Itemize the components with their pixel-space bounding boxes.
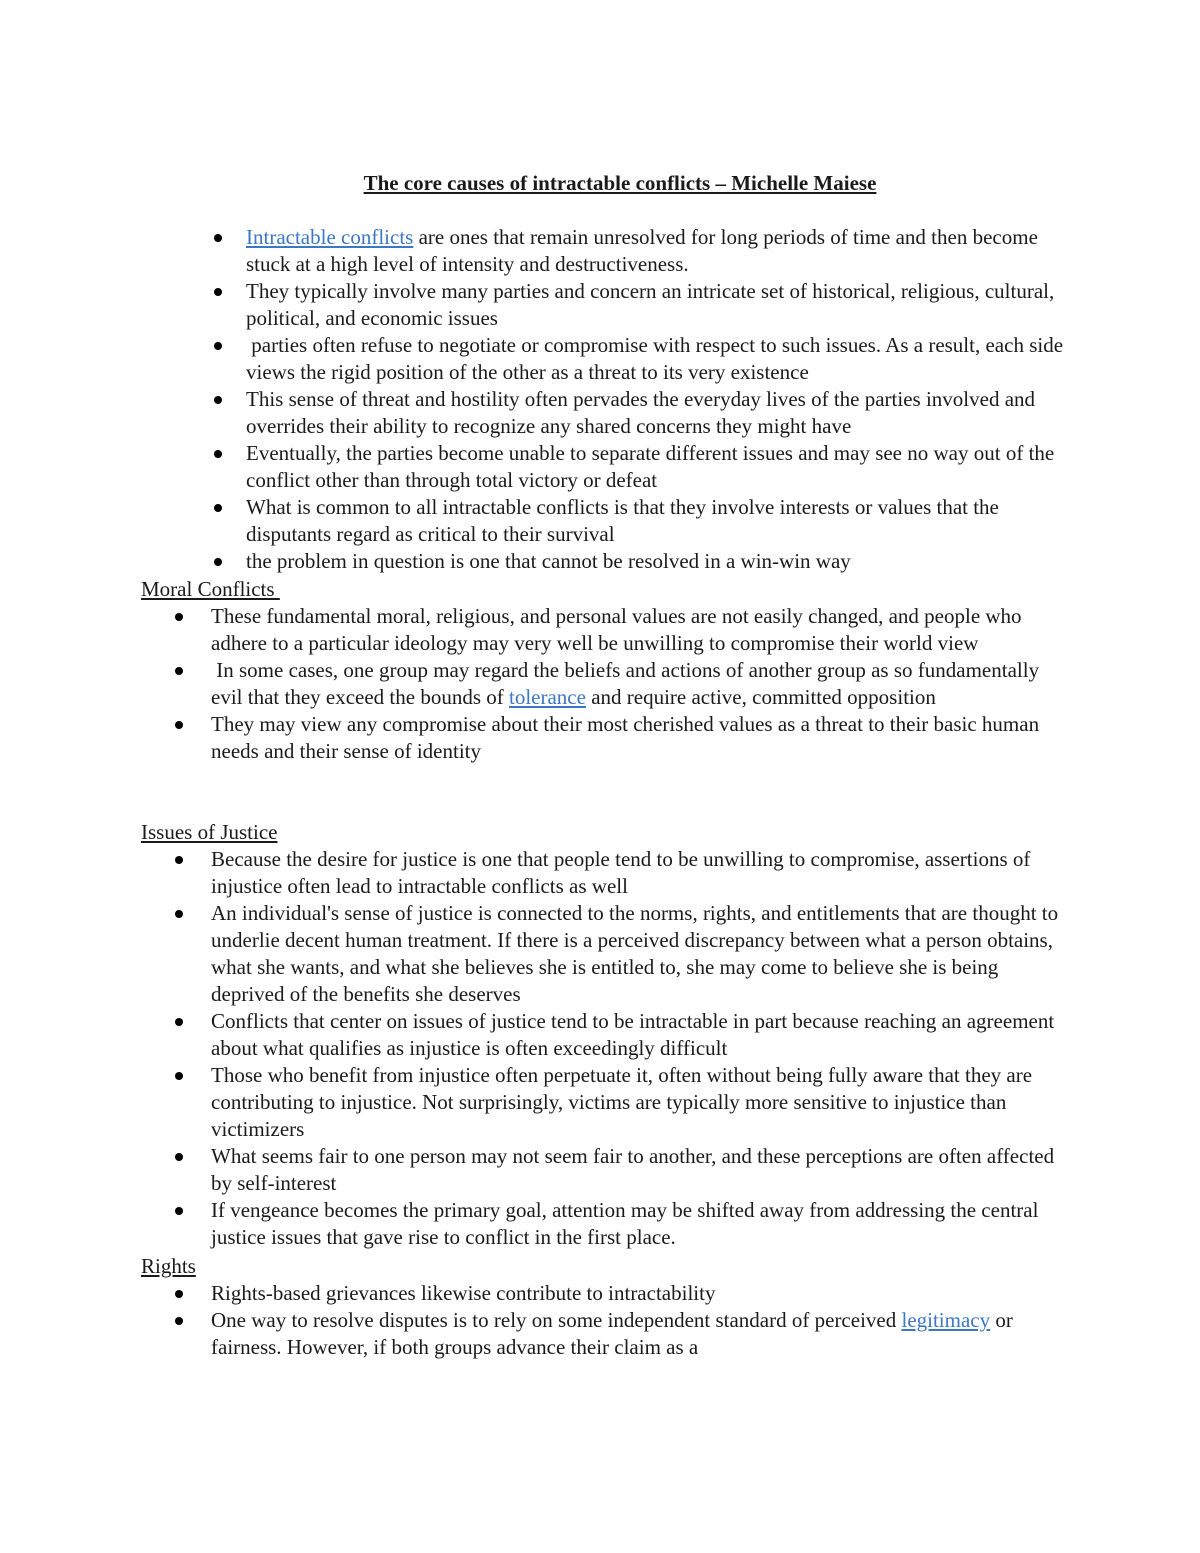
list-item: They may view any compromise about their most cherished values as a threat to their basic human needs and their sense of identity [211, 711, 1071, 765]
list-item: Conflicts that center on issues of justice tend to be intractable in part because reaching an agreement about what qualifies as injustice is often exceedingly difficult [211, 1008, 1071, 1062]
list-item: Because the desire for justice is one that people tend to be unwilling to compromise, assertions of injustice often lead to intractable conflicts as well [211, 846, 1071, 900]
list-item: Those who benefit from injustice often perpetuate it, often without being fully aware that they are contributing to injustice. Not surprisingly, victims are typically more sensitive to injustice than victimizers [211, 1062, 1071, 1143]
list-item: One way to resolve disputes is to rely on some independent standard of perceived legitimacy or fairness. However, if both groups advance their claim as a [211, 1307, 1071, 1361]
list-item: Intractable conflicts are ones that remain unresolved for long periods of time and then become stuck at a high level of intensity and destructiveness. [246, 224, 1076, 278]
list-item: Eventually, the parties become unable to separate different issues and may see no way out of the conflict other than through total victory or defeat [246, 440, 1076, 494]
list-item: What is common to all intractable conflicts is that they involve interests or values that the disputants regard as critical to their survival [246, 494, 1076, 548]
moral-conflicts-heading: Moral Conflicts [141, 577, 280, 601]
intractable-conflicts-link[interactable]: Intractable conflicts [246, 225, 414, 249]
list-item: What seems fair to one person may not seem fair to another, and these perceptions are often affected by self-interest [211, 1143, 1071, 1197]
intro-list [246, 224, 1076, 575]
list-item: the problem in question is one that cannot be resolved in a win-win way [246, 548, 1076, 575]
rights-heading: Rights [141, 1254, 196, 1278]
list-item: This sense of threat and hostility often pervades the everyday lives of the parties involved and overrides their ability to recognize any shared concerns they might have [246, 386, 1076, 440]
list-item: These fundamental moral, religious, and personal values are not easily changed, and people who adhere to a particular ideology may very well be unwilling to compromise their world view [211, 603, 1071, 657]
legitimacy-link[interactable]: legitimacy [901, 1308, 991, 1332]
issues-of-justice-heading: Issues of Justice [141, 820, 278, 844]
list-item: An individual's sense of justice is connected to the norms, rights, and entitlements that are thought to underlie decent human treatment. If there is a perceived discrepancy between what a person obtains, what she wants, and what she believes she is entitled to, she may come to believe she is being deprived of the benefits she deserves [211, 900, 1071, 1008]
list-item: parties often refuse to negotiate or compromise with respect to such issues. As a result, each side views the rigid position of the other as a threat to its very existence [246, 332, 1076, 386]
list-item: They typically involve many parties and concern an intricate set of historical, religious, cultural, political, and economic issues [246, 278, 1076, 332]
issues-of-justice-list [211, 846, 1071, 1251]
rights-list [211, 1280, 1071, 1361]
list-item: In some cases, one group may regard the beliefs and actions of another group as so fundamentally evil that they exceed the bounds of tolerance and require active, committed opposition [211, 657, 1071, 711]
tolerance-link[interactable]: tolerance [509, 685, 586, 709]
list-item: If vengeance becomes the primary goal, attention may be shifted away from addressing the central justice issues that gave rise to conflict in the first place. [211, 1197, 1071, 1251]
moral-conflicts-list [211, 603, 1071, 765]
page-title: The core causes of intractable conflicts – Michelle Maiese [363, 171, 877, 195]
list-item: Rights-based grievances likewise contribute to intractability [211, 1280, 1071, 1307]
